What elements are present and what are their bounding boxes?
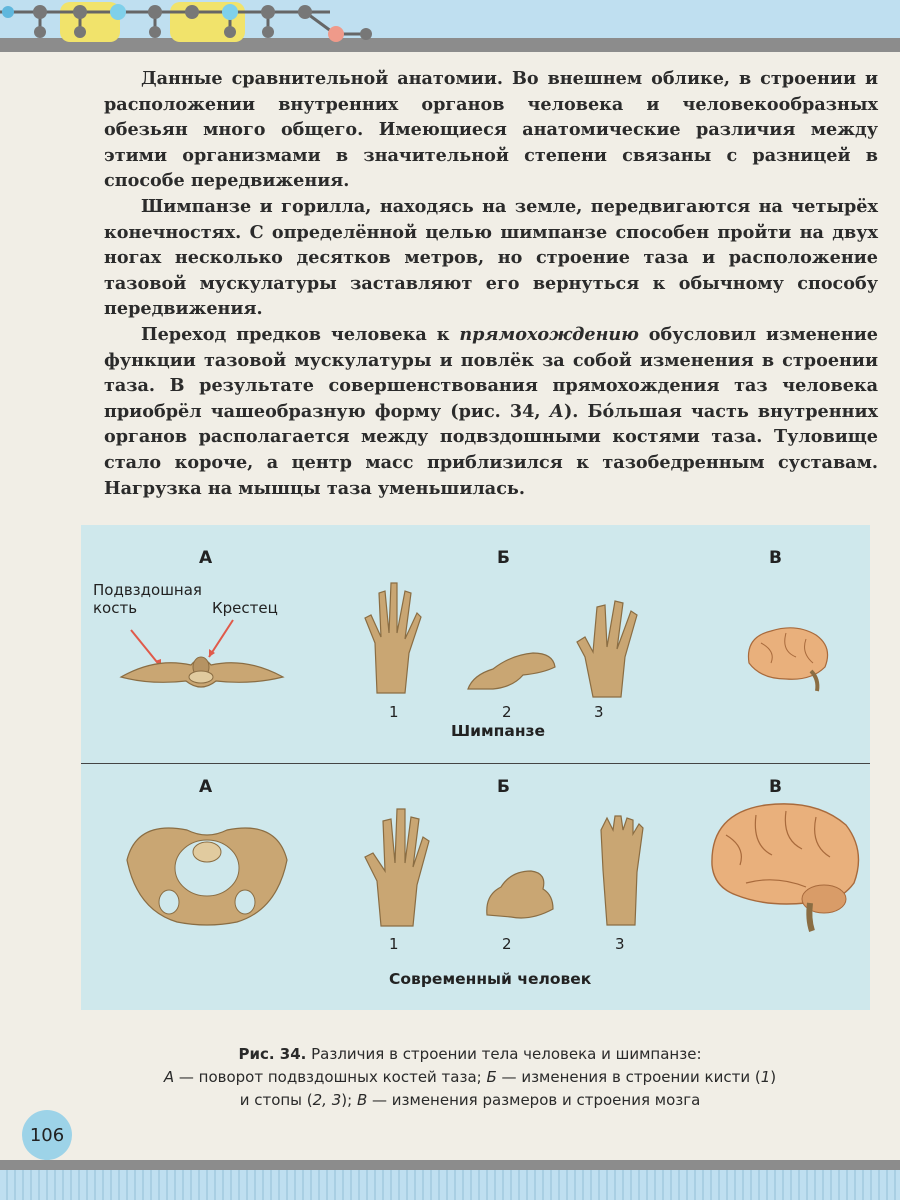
caption-v-text: — изменения размеров и строения мозга (367, 1091, 701, 1109)
paragraph-3-text-a: Переход предков человека к (141, 323, 460, 345)
caption-b-text2: ) (770, 1068, 777, 1086)
term-bipedalism: прямохождению (459, 323, 639, 345)
human-num-3: 3 (615, 935, 625, 953)
human-caption: Современный человек (389, 970, 592, 988)
bottom-rule (0, 1160, 900, 1170)
caption-b-num: 1 (760, 1068, 771, 1086)
figure-34 (81, 525, 870, 1010)
human-foot-top-illustration (597, 810, 647, 930)
human-foot-illustration (481, 865, 561, 925)
human-num-2: 2 (502, 935, 512, 953)
label-v-chimp: В (769, 548, 782, 568)
body-text (104, 66, 878, 501)
human-num-1: 1 (389, 935, 399, 953)
caption-v-letter: В (356, 1091, 368, 1109)
chimp-foot-illustration (463, 647, 563, 697)
paragraph-3 (104, 322, 878, 501)
chimp-num-2: 2 (502, 703, 512, 721)
caption-c-text: и стопы ( (239, 1091, 313, 1109)
chimp-hand-illustration (357, 573, 427, 703)
paragraph-2: Шимпанзе и горилла, находясь на земле, передвигаются на четырёх конечностях. С определённой целью шимпанзе способен пройти на двух ногах несколько десятков метров, но строение таза и расположение тазовой мускулатуры заставляют его вернуться к обычному способу передвижения. (104, 195, 878, 320)
caption-a-text: — поворот подвздошных костей таза; (174, 1068, 487, 1086)
caption-line1-text: Различия в строении тела человека и шимпанзе: (306, 1045, 702, 1063)
chimp-caption: Шимпанзе (451, 722, 546, 740)
human-pelvis-illustration (117, 810, 297, 930)
caption-b-text: — изменения в строении кисти ( (496, 1068, 761, 1086)
paragraph-3-text-c: ). Бóльшая часть внутренних органов располагается между подвздошными костями таза. Туловище стало короче, а центр масс приблизился к тазобедренным суставам. Нагрузка на мышцы таза уменьшилась. (104, 400, 878, 499)
caption-b-letter: Б (486, 1068, 497, 1086)
paragraph-1-text: Во внешнем облике, в строении и расположении внутренних органов человека и человекообразных обезьян много общего. Имеющиеся анатомические различия между этими организмами в значительной степени связаны с разницей в способе передвижения. (104, 68, 878, 192)
figure-ref-letter: А (549, 400, 564, 422)
caption-line-2 (100, 1066, 840, 1089)
caption-line-3 (100, 1089, 840, 1112)
bottom-decorative-band (0, 1170, 900, 1200)
paragraph-3-text-b: обусловил изменение функции тазовой мускулатуры и повлёк за собой изменения в строении таза. В результате совершенствования прямохождения таз человека приобрёл чашеобразную форму (рис. 34, (104, 323, 878, 422)
chimp-num-3: 3 (594, 703, 604, 721)
chimp-num-1: 1 (389, 703, 399, 721)
molecule-decoration (0, 0, 380, 50)
paragraph-1-lead: Данные сравнительной анатомии. (141, 68, 504, 89)
page-number: 106 (22, 1110, 72, 1160)
caption-c-nums: 2, 3 (312, 1091, 342, 1109)
human-brain-illustration (706, 795, 866, 935)
label-a-chimp: А (199, 548, 213, 568)
label-b-human: Б (497, 777, 510, 797)
label-a-human: А (199, 777, 213, 797)
paragraph-1 (104, 66, 878, 194)
caption-a-letter: А (163, 1068, 175, 1086)
chimp-brain-illustration (741, 623, 836, 693)
human-hand-illustration (363, 801, 433, 931)
iliac-bone-label: Подвздошная кость (93, 581, 202, 617)
figure-caption (100, 1043, 840, 1112)
chimp-pelvis-illustration (111, 615, 291, 695)
label-v-human: В (769, 777, 782, 797)
label-b-chimp: Б (497, 548, 510, 568)
figure-divider (81, 763, 870, 764)
caption-c-text2: ); (341, 1091, 357, 1109)
chimp-foot-top-illustration (575, 597, 645, 702)
sacrum-label: Крестец (212, 599, 278, 617)
caption-line-1 (100, 1043, 840, 1066)
caption-title: Рис. 34. (238, 1045, 307, 1063)
